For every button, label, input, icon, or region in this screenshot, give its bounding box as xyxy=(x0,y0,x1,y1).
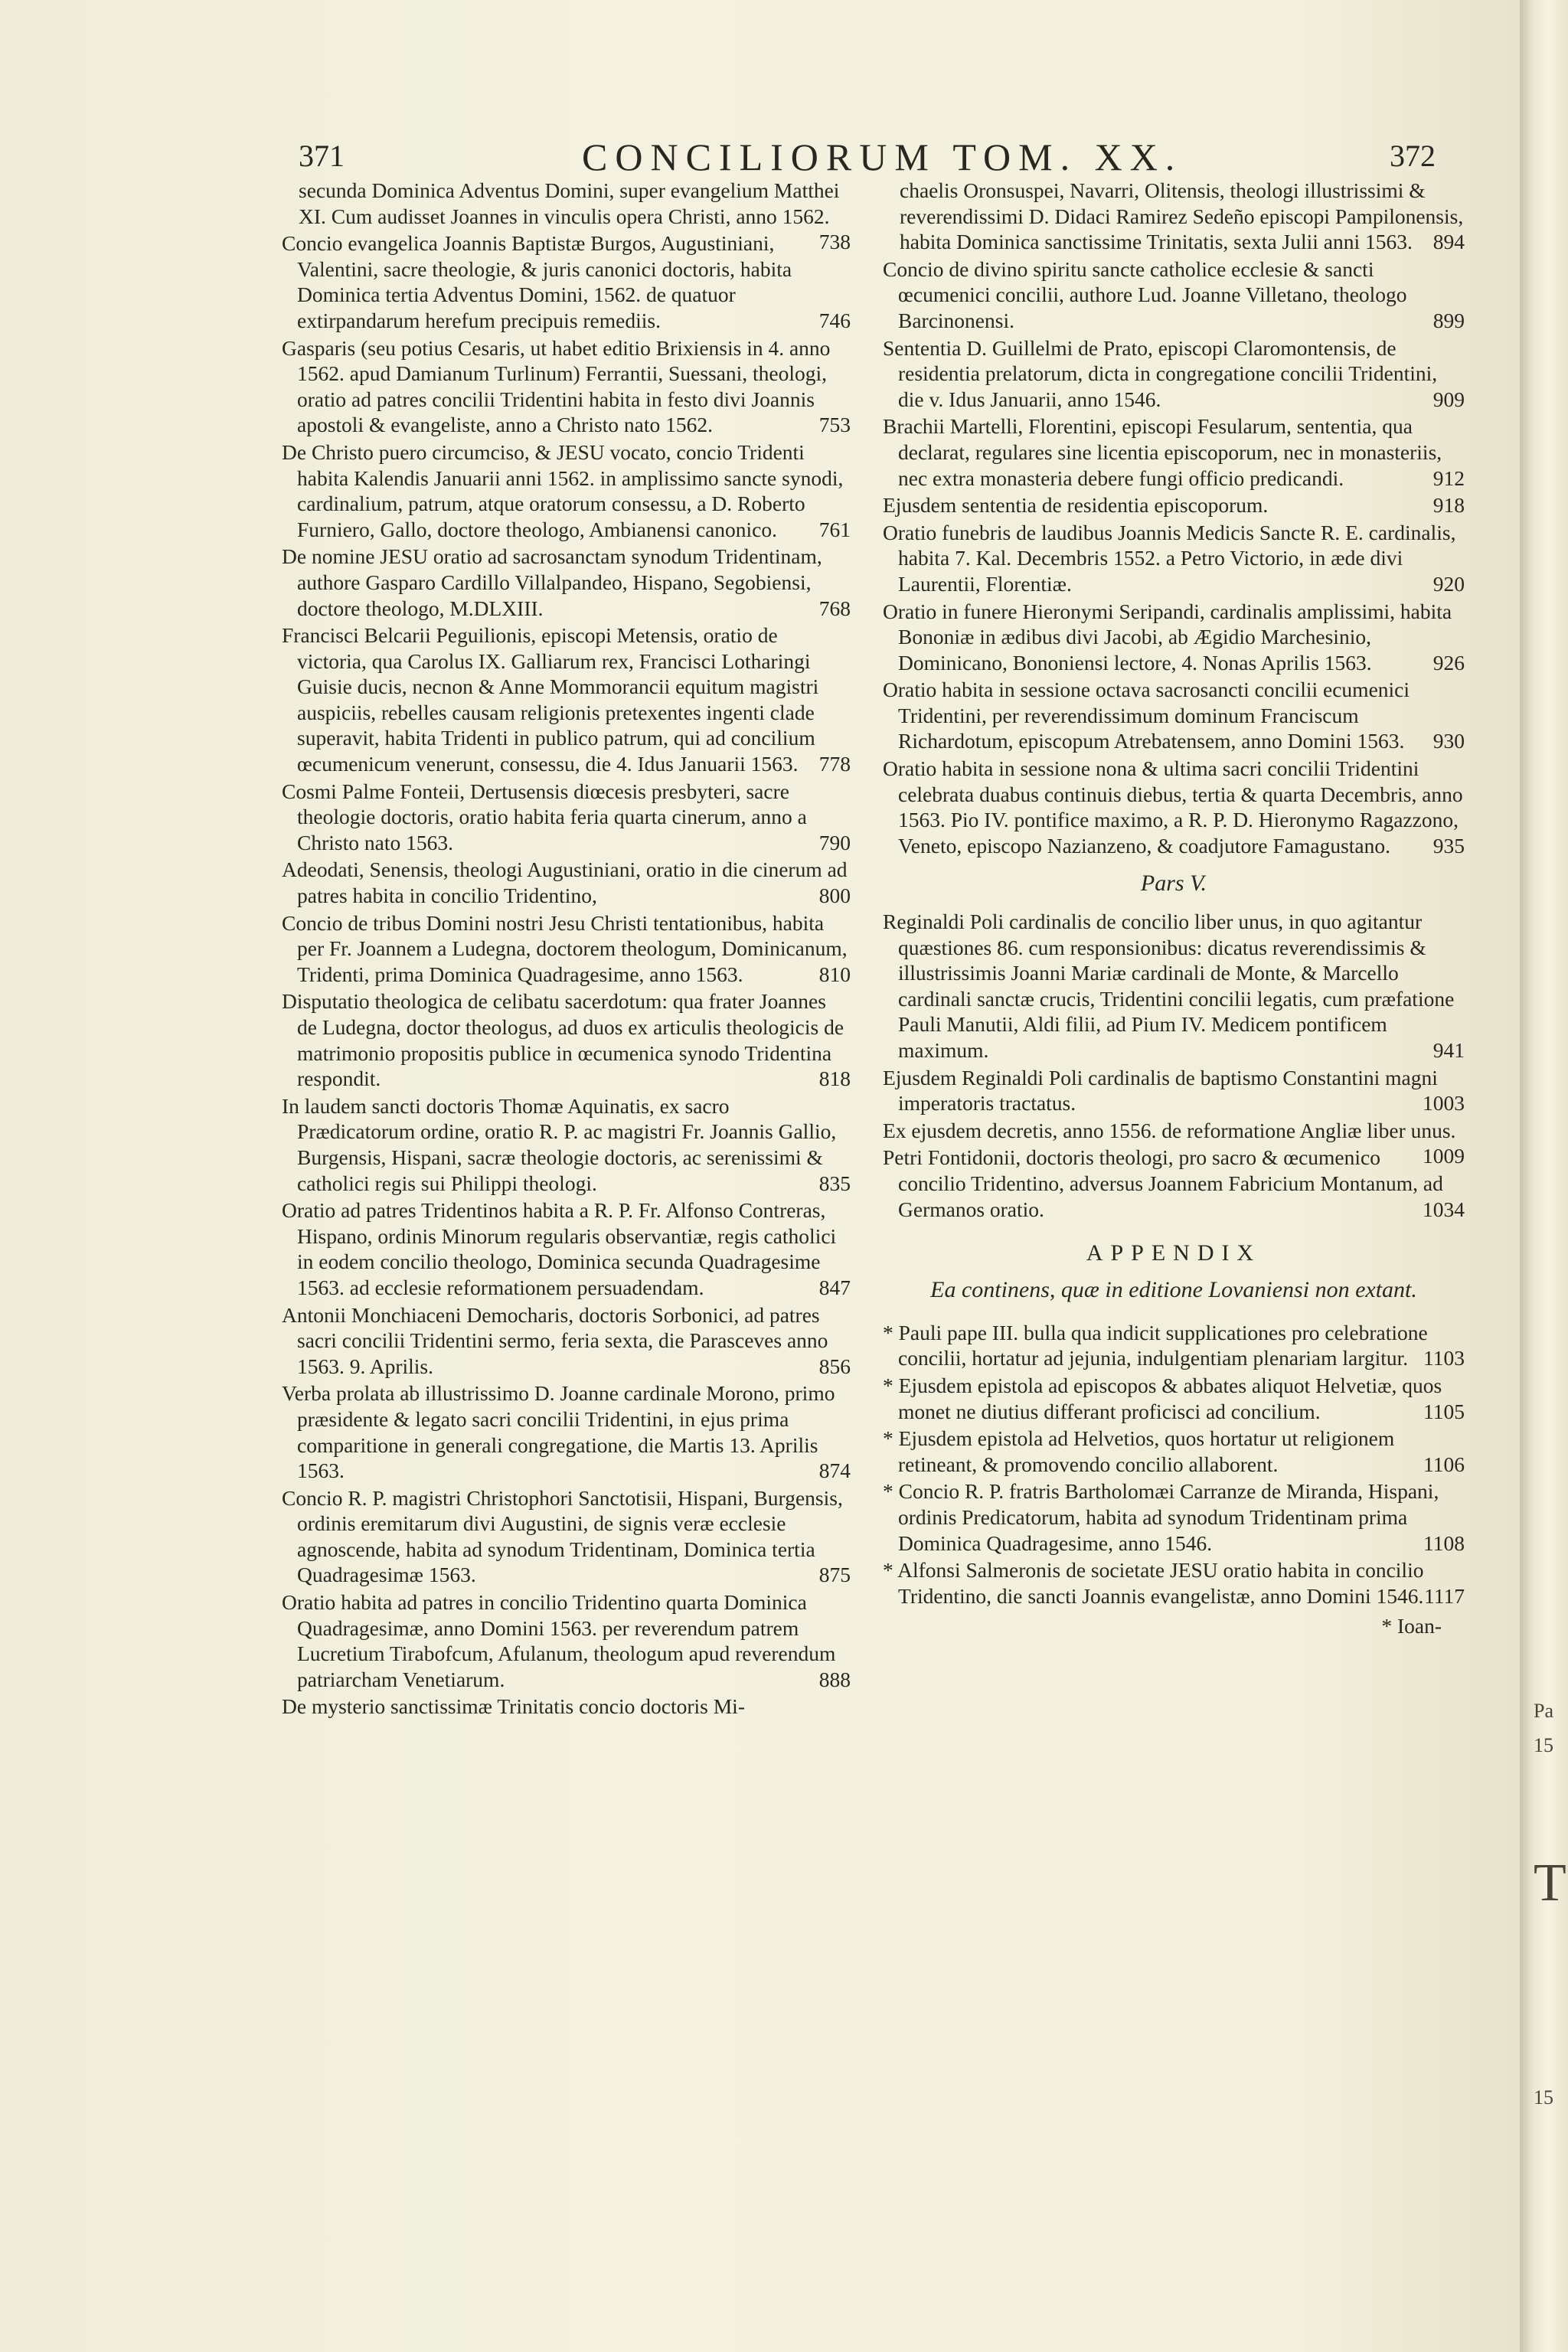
toc-entry xyxy=(883,178,1465,255)
entry-column-number: 935 xyxy=(1432,833,1465,858)
entry-column-number: 888 xyxy=(818,1667,851,1691)
entry-text: Ejusdem Reginaldi Poli cardinalis de baptismo Constantini magni imperatoris tractatus. xyxy=(883,1065,1438,1116)
entry-text: * Ejusdem epistola ad episcopos & abbates aliquot Helvetiæ, quos monet ne diutius differant proficisci ad concilium. xyxy=(883,1373,1442,1423)
entry-text: De Christo puero circumciso, & JESU vocato, concio Tridenti habita Kalendis Januarii anni 1562. in amplissimo sancte synodi, cardinalium, patrum, atque oratorum consessu, a D. Roberto Furniero, Gallo, doctore theologo, Ambianensi canonico. xyxy=(282,439,844,541)
entry-column-number: 1117 xyxy=(1424,1583,1465,1608)
entry-text: Oratio habita in sessione octava sacrosancti concilii ecumenici Tridentini, per reverendissimum dominum Franciscum Richardotum, episcopum Atrebatensem, anno Domini 1563. xyxy=(883,678,1410,753)
entry-text: Disputatio theologica de celibatu sacerdotum: qua frater Joannes de Ludegna, doctor theologus, ad duos ex articulis theologicis de matrimonio propositis publice in œcumenica synodo Tridentina respondit. xyxy=(282,989,844,1091)
entry-text: Cosmi Palme Fonteii, Dertusensis diœcesis presbyteri, sacre theologie doctoris, oratio habita feria quarta cinerum, anno a Christo nato 1563. xyxy=(282,779,807,854)
entry-column-number: 761 xyxy=(818,517,851,541)
toc-entry xyxy=(883,599,1465,676)
entry-text: De nomine JESU oratio ad sacrosanctam synodum Tridentinam, authore Gasparo Cardillo Villalpandeo, Hispano, Segobiensi, doctore theologo, M.DLXIII. xyxy=(282,544,822,620)
edge-fragment: Pa xyxy=(1534,1700,1553,1722)
entry-text: Oratio funebris de laudibus Joannis Medicis Sancte R. E. cardinalis, habita 7. Kal. Decembris 1552. a Petro Victorio, in æde divi Laurentii, Florentiæ. xyxy=(883,520,1456,596)
toc-entry xyxy=(883,1557,1465,1609)
toc-entry xyxy=(282,544,851,621)
entry-column-number: 899 xyxy=(1432,308,1465,332)
entry-text: * Ejusdem epistola ad Helvetios, quos hortatur ut religionem retineant, & promovendo concilio allaborent. xyxy=(883,1426,1395,1476)
entry-text: * Concio R. P. fratris Bartholomæi Carranze de Miranda, Hispani, ordinis Predicatorum, habita ad synodum Tridentinam prima Dominica Quadragesime, anno 1546. xyxy=(883,1479,1439,1555)
toc-entry xyxy=(883,1426,1465,1477)
toc-entry xyxy=(282,910,851,988)
entry-text: Ejusdem sententia de residentia episcoporum. xyxy=(883,493,1269,518)
entry-column-number: 920 xyxy=(1432,571,1465,596)
appendix-subtitle: Ea continens, quæ in editione Lovaniensi non extant. xyxy=(930,1276,1417,1302)
entry-text: Gasparis (seu potius Cesaris, ut habet editio Brixiensis in 4. anno 1562. apud Damianum Turlinum) Ferrantii, Suessani, theologi, oratio ad patres concilii Tridentini habita in festo divi Joannis apostoli & evangeliste, anno a Christo nato 1562. xyxy=(282,335,831,437)
entry-column-number: 1003 xyxy=(1423,1091,1465,1116)
entry-text: Verba prolata ab illustrissimo D. Joanne cardinale Morono, primo præsidente & legato sacri concilii Tridentini, in ejus prima comparitione in generali congregatione, die Martis 13. Aprilis 1563. xyxy=(282,1381,835,1483)
entry-text: In laudem sancti doctoris Thomæ Aquinatis, ex sacro Prædicatorum ordine, oratio R. P. ac magistri Fr. Joannis Gallio, Burgensis, Hispani, sacræ theologie doctoris, ac serenissimi & catholici regis sui Philippi theologi. xyxy=(282,1093,837,1195)
toc-entry xyxy=(883,492,1465,518)
entry-text: Reginaldi Poli cardinalis de concilio liber unus, in quo agitantur quæstiones 86. cum responsionibus: dicatus reverendissimis & illustrissimis Joanni Mariæ cardinali de Monte, & Marcello cardinali sanctæ crucis, Tridentini concilii legatis, cum præfatione Pauli Manutii, Aldi filii, ad Pium IV. Medicem pontificem maximum. xyxy=(883,910,1455,1062)
entry-column-number: 738 xyxy=(818,230,851,254)
entry-column-number: 1105 xyxy=(1423,1399,1465,1423)
toc-entry xyxy=(282,1694,851,1720)
entry-text: * Pauli pape III. bulla qua indicit supplicationes pro celebratione concilii, hortatur ad jejunia, indulgentiam plenariam largitur. xyxy=(883,1320,1428,1370)
toc-entry xyxy=(282,1589,851,1692)
pars-entries xyxy=(883,909,1465,1222)
entry-column-number: 909 xyxy=(1432,387,1465,411)
entry-column-number: 875 xyxy=(818,1563,851,1587)
facing-page-edge xyxy=(1520,0,1568,2352)
entry-column-number: 930 xyxy=(1432,729,1465,753)
toc-entry xyxy=(282,1485,851,1588)
entry-text: Oratio ad patres Tridentinos habita a R. P. Fr. Alfonso Contreras, Hispano, ordinis Minorum regularis observantiæ, regis catholici in eodem concilio theologo, Dominica secunda Quadragesime 1563. ad ecclesie reformationem persuadendam. xyxy=(282,1198,837,1299)
toc-entry xyxy=(282,1093,851,1196)
entry-text: Oratio habita in sessione nona & ultima sacri concilii Tridentini celebrata duabus continuis diebus, tertia & quarta Decembris, anno 1563. Pio IV. pontifice maximo, a R. P. D. Hieronymo Ragazzono, Veneto, episcopo Nazianzeno, & coadjutore Famagustano. xyxy=(883,756,1463,858)
entry-text: chaelis Oronsuspei, Navarri, Olitensis, theologi illustrissimi & reverendissimi D. Didaci Ramirez Sedeño episcopi Pampilonensis, habita Dominica sanctissime Trinitatis, sexta Julii anni 1563. xyxy=(900,178,1464,254)
toc-entry xyxy=(883,413,1465,491)
entry-text: Francisci Belcarii Peguilionis, episcopi Metensis, oratio de victoria, qua Carolus IX. Galliarum rex, Francisci Lotharingi Guisie ducis, necnon & Anne Mommorancii equitum magistri auspiciis, rebelles causam religionis pretexentes ingenti clade superavit, habita Tridenti in publico patrum, qui ad concilium œcumenicum venerunt, consessu, die 4. Idus Januarii 1563. xyxy=(282,623,819,776)
entry-column-number: 790 xyxy=(818,830,851,854)
left-column xyxy=(282,178,851,1721)
toc-entry xyxy=(883,1065,1465,1116)
edge-fragment: T xyxy=(1534,1854,1566,1913)
entry-text: secunda Dominica Adventus Domini, super evangelium Matthei XI. Cum audisset Joannes in vinculis opera Christi, anno 1562. xyxy=(299,178,840,228)
running-head xyxy=(0,130,1531,176)
entry-column-number: 835 xyxy=(818,1171,851,1195)
entry-text: Ex ejusdem decretis, anno 1556. de reformatione Angliæ liber unus. xyxy=(883,1118,1456,1142)
entry-text: Oratio habita ad patres in concilio Tridentino quarta Dominica Quadragesimæ, anno Domini 1563. per reverendum patrem Lucretium Tirabofcum, Afulanum, theologum apud reverendum patriarcham Venetiarum. xyxy=(282,1590,836,1691)
toc-entry xyxy=(883,256,1465,334)
toc-entry xyxy=(282,178,851,254)
entry-column-number: 926 xyxy=(1432,650,1465,675)
entry-column-number: 1103 xyxy=(1423,1346,1465,1370)
entry-column-number: 1108 xyxy=(1423,1530,1465,1555)
entry-column-number: 918 xyxy=(1432,493,1465,518)
pars-heading: Pars V. xyxy=(1140,871,1207,897)
entry-column-number: 778 xyxy=(818,752,851,776)
entry-column-number: 753 xyxy=(818,413,851,437)
appendix-heading: APPENDIX xyxy=(1086,1240,1262,1266)
page-number-left: 371 xyxy=(299,139,345,173)
entry-column-number: 746 xyxy=(818,308,851,332)
toc-entry xyxy=(282,857,851,908)
entry-column-number: 874 xyxy=(818,1459,851,1483)
entry-text: De mysterio sanctissimæ Trinitatis concio doctoris Mi- xyxy=(282,1694,745,1719)
toc-entry xyxy=(883,335,1465,413)
page-number-right: 372 xyxy=(1390,139,1436,173)
entry-column-number: 1009 xyxy=(1423,1144,1465,1168)
toc-entry xyxy=(282,988,851,1091)
toc-entry xyxy=(883,756,1465,858)
toc-entry xyxy=(282,1302,851,1380)
entry-text: Petri Fontidonii, doctoris theologi, pro sacro & œcumenico concilio Tridentino, adversus Joannem Fabricium Montanum, ad Germanos oratio. xyxy=(883,1145,1443,1221)
toc-entry xyxy=(883,1478,1465,1556)
toc-entry xyxy=(883,677,1465,754)
entry-column-number: 847 xyxy=(818,1275,851,1299)
toc-entry xyxy=(282,622,851,777)
toc-entry xyxy=(282,779,851,856)
entry-text: Concio evangelica Joannis Baptistæ Burgos, Augustiniani, Valentini, sacre theologie, & juris canonici doctoris, habita Dominica tertia Adventus Domini, 1562. de quatuor extirpandarum herefum precipuis remediis. xyxy=(282,231,792,332)
entry-text: Concio de tribus Domini nostri Jesu Christi tentationibus, habita per Fr. Joannem a Ludegna, doctorem theologum, Dominicanum, Tridenti, prima Dominica Quadragesime, anno 1563. xyxy=(282,910,848,986)
toc-entry xyxy=(282,439,851,542)
entry-column-number: 1106 xyxy=(1423,1452,1465,1476)
running-title: CONCILIORUM TOM. XX. xyxy=(582,136,1183,178)
entry-column-number: 818 xyxy=(818,1067,851,1091)
toc-entry xyxy=(282,1197,851,1300)
entry-column-number: 810 xyxy=(818,962,851,986)
entry-column-number: 856 xyxy=(818,1354,851,1378)
entry-column-number: 941 xyxy=(1432,1038,1465,1062)
catchword: * Ioan- xyxy=(1381,1614,1442,1638)
toc-entry xyxy=(883,909,1465,1063)
toc-entry xyxy=(883,520,1465,597)
entry-column-number: 912 xyxy=(1432,466,1465,490)
entry-text: Concio R. P. magistri Christophori Sanctotisii, Hispani, Burgensis, ordinis eremitarum divi Augustini, de signis veræ ecclesie agnoscende, habita ad synodum Tridentinam, Dominica tertia Quadragesimæ 1563. xyxy=(282,1485,843,1587)
entry-text: Concio de divino spiritu sancte catholice ecclesie & sancti œcumenici concilii, authore Lud. Joanne Villetano, theologo Barcinonensi. xyxy=(883,256,1407,332)
edge-fragment: 15 xyxy=(1534,2086,1553,2109)
toc-entry xyxy=(883,1145,1465,1222)
toc-entry xyxy=(282,230,851,333)
appendix-entries xyxy=(883,1320,1465,1609)
toc-entry xyxy=(883,1118,1465,1168)
right-column-entries xyxy=(883,178,1465,858)
entry-text: Brachii Martelli, Florentini, episcopi Fesularum, sententia, qua declarat, regulares sine licentia episcoporum, nec in monasteriis, nec extra monasteria debere fungi officio predicandi. xyxy=(883,414,1442,490)
toc-entry xyxy=(883,1373,1465,1424)
toc-entry xyxy=(282,1380,851,1483)
entry-text: * Alfonsi Salmeronis de societate JESU oratio habita in concilio Tridentino, die sancti Joannis evangelistæ, anno Domini 1546. xyxy=(883,1558,1424,1608)
entry-column-number: 800 xyxy=(818,884,851,908)
entry-text: Antonii Monchiaceni Democharis, doctoris Sorbonici, ad patres sacri concilii Tridentini sermo, feria sexta, die Parasceves anno 1563. 9. Aprilis. xyxy=(282,1302,828,1378)
entry-text: Sententia D. Guillelmi de Prato, episcopi Claromontensis, de residentia prelatorum, dicta in congregatione concilii Tridentini, die v. Idus Januarii, anno 1546. xyxy=(883,335,1438,411)
toc-entry xyxy=(883,1320,1465,1371)
toc-entry xyxy=(282,335,851,438)
entry-column-number: 894 xyxy=(1432,230,1465,254)
entry-column-number: 768 xyxy=(818,596,851,620)
entry-text: Oratio in funere Hieronymi Seripandi, cardinalis amplissimi, habita Bononiæ in ædibus divi Jacobi, ab Ægidio Marchesinio, Dominicano, Bononiensi lectore, 4. Nonas Aprilis 1563. xyxy=(883,599,1452,675)
entry-text: Adeodati, Senensis, theologi Augustiniani, oratio in die cinerum ad patres habita in concilio Tridentino, xyxy=(282,858,848,908)
right-column xyxy=(883,178,1465,1639)
edge-fragment: 15 xyxy=(1534,1734,1553,1756)
entry-column-number: 1034 xyxy=(1423,1197,1465,1221)
